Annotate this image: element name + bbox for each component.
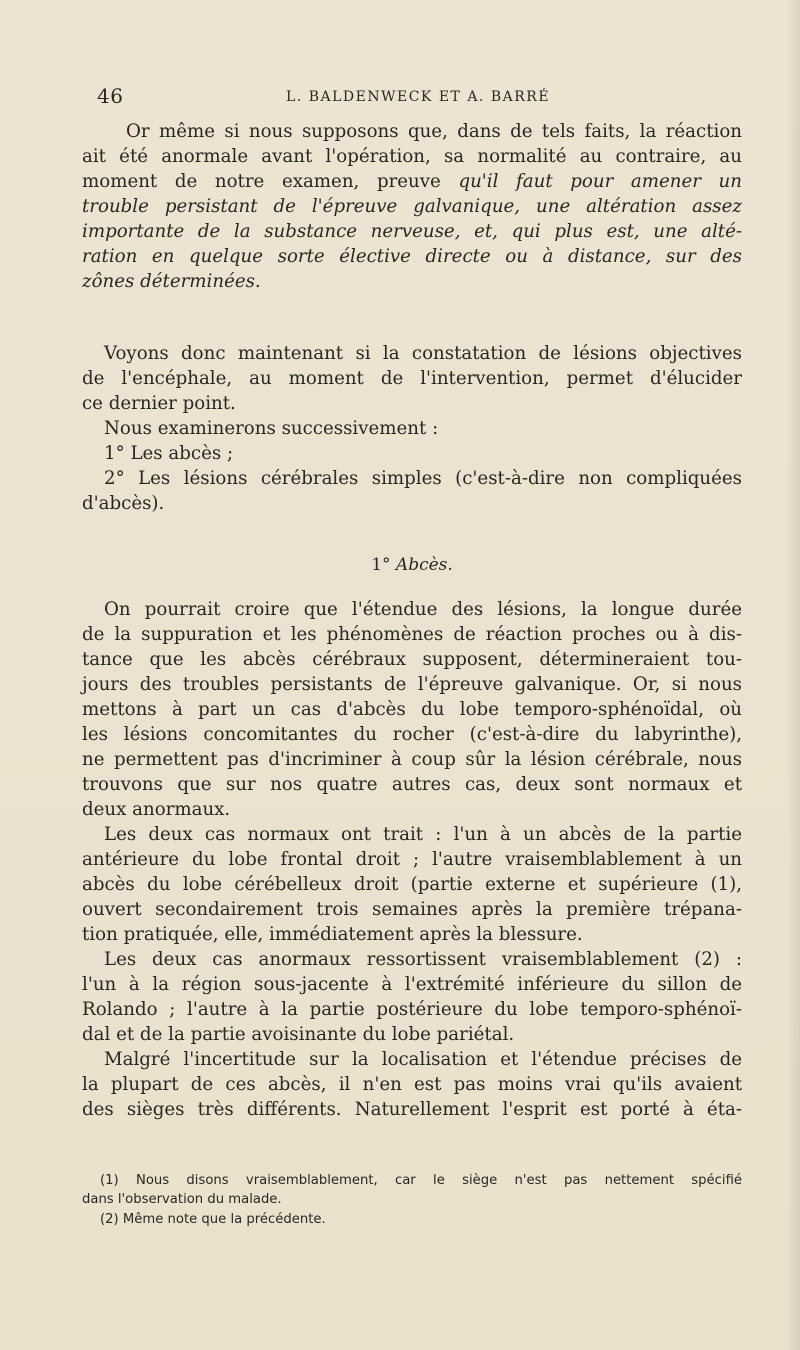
text-line: Voyons donc maintenant si la constatation de lésions objectives	[104, 343, 742, 364]
text-line: mettons à part un cas d'abcès du lobe temporo-sphénoïdal, où	[82, 699, 742, 720]
text-line: trouvons que sur nos quatre autres cas, deux sont normaux et	[82, 774, 742, 795]
text-line: zônes déterminées.	[82, 271, 261, 292]
text-line: de l'encéphale, au moment de l'intervention, permet d'élucider	[82, 368, 742, 389]
italic-span: qu'il faut pour amener un	[458, 171, 742, 192]
text-line: tance que les abcès cérébraux supposent, détermineraient tou-	[82, 649, 742, 670]
text-line: des sièges très différents. Naturellement l'esprit est porté à éta-	[82, 1099, 742, 1120]
text-line: ration en quelque sorte élective directe ou à distance, sur des	[82, 246, 742, 267]
text-line: ait été anormale avant l'opération, sa normalité au contraire, au	[82, 146, 742, 167]
footnote: dans l'observation du malade.	[82, 1192, 282, 1207]
text-line: dal et de la partie avoisinante du lobe pariétal.	[82, 1024, 515, 1045]
section-title-text: Abcès.	[395, 555, 453, 575]
text-line: Nous examinerons successivement :	[104, 418, 439, 439]
page-number: 46	[97, 84, 124, 108]
text-line: antérieure du lobe frontal droit ; l'autre vraisemblablement à un	[82, 849, 742, 870]
text-line: Or même si nous supposons que, dans de tels faits, la réaction	[126, 121, 742, 142]
section-number: 1°	[371, 555, 391, 575]
text-line: importante de la substance nerveuse, et, qui plus est, une alté-	[82, 221, 742, 242]
text-span: moment de notre examen, preuve	[82, 171, 459, 192]
running-head: L. BALDENWECK ET A. BARRÉ	[286, 89, 551, 105]
footnote: (1) Nous disons vraisemblablement, car le siège n'est pas nettement spécifié	[100, 1173, 742, 1188]
list-item: 2° Les lésions cérébrales simples (c'est-à-dire non compliquées	[104, 468, 742, 489]
text-line: ouvert secondairement trois semaines après la première trépana-	[82, 899, 742, 920]
text-line: ne permettent pas d'incriminer à coup sûr la lésion cérébrale, nous	[82, 749, 742, 770]
text-line: On pourrait croire que l'étendue des lésions, la longue durée	[104, 599, 742, 620]
text-line: Malgré l'incertitude sur la localisation et l'étendue précises de	[104, 1049, 742, 1070]
text-line: jours des troubles persistants de l'épreuve galvanique. Or, si nous	[82, 674, 742, 695]
text-line: tion pratiquée, elle, immédiatement après la blessure.	[82, 924, 583, 945]
text-line: abcès du lobe cérébelleux droit (partie externe et supérieure (1),	[82, 874, 742, 895]
text-line: la plupart de ces abcès, il n'en est pas moins vrai qu'ils avaient	[82, 1074, 742, 1095]
text-line: Les deux cas normaux ont trait : l'un à un abcès de la partie	[104, 824, 742, 845]
page-header	[97, 84, 757, 114]
list-item: 1° Les abcès ;	[104, 443, 234, 464]
text-line: deux anormaux.	[82, 799, 231, 820]
text-line: ce dernier point.	[82, 393, 236, 414]
text-line: trouble persistant de l'épreuve galvanique, une altération assez	[82, 196, 742, 217]
footnote: (2) Même note que la précédente.	[100, 1212, 326, 1227]
text-line: Rolando ; l'autre à la partie postérieure du lobe temporo-sphénoï-	[82, 999, 742, 1020]
text-line	[82, 169, 742, 194]
text-line: Les deux cas anormaux ressortissent vraisemblablement (2) :	[104, 949, 742, 970]
section-title	[82, 553, 742, 578]
text-line: les lésions concomitantes du rocher (c'est-à-dire du labyrinthe),	[82, 724, 742, 745]
text-line: l'un à la région sous-jacente à l'extrémité inférieure du sillon de	[82, 974, 742, 995]
text-line: d'abcès).	[82, 493, 165, 514]
page-edge-shadow	[786, 0, 800, 1350]
text-line: de la suppuration et les phénomènes de réaction proches ou à dis-	[82, 624, 742, 645]
